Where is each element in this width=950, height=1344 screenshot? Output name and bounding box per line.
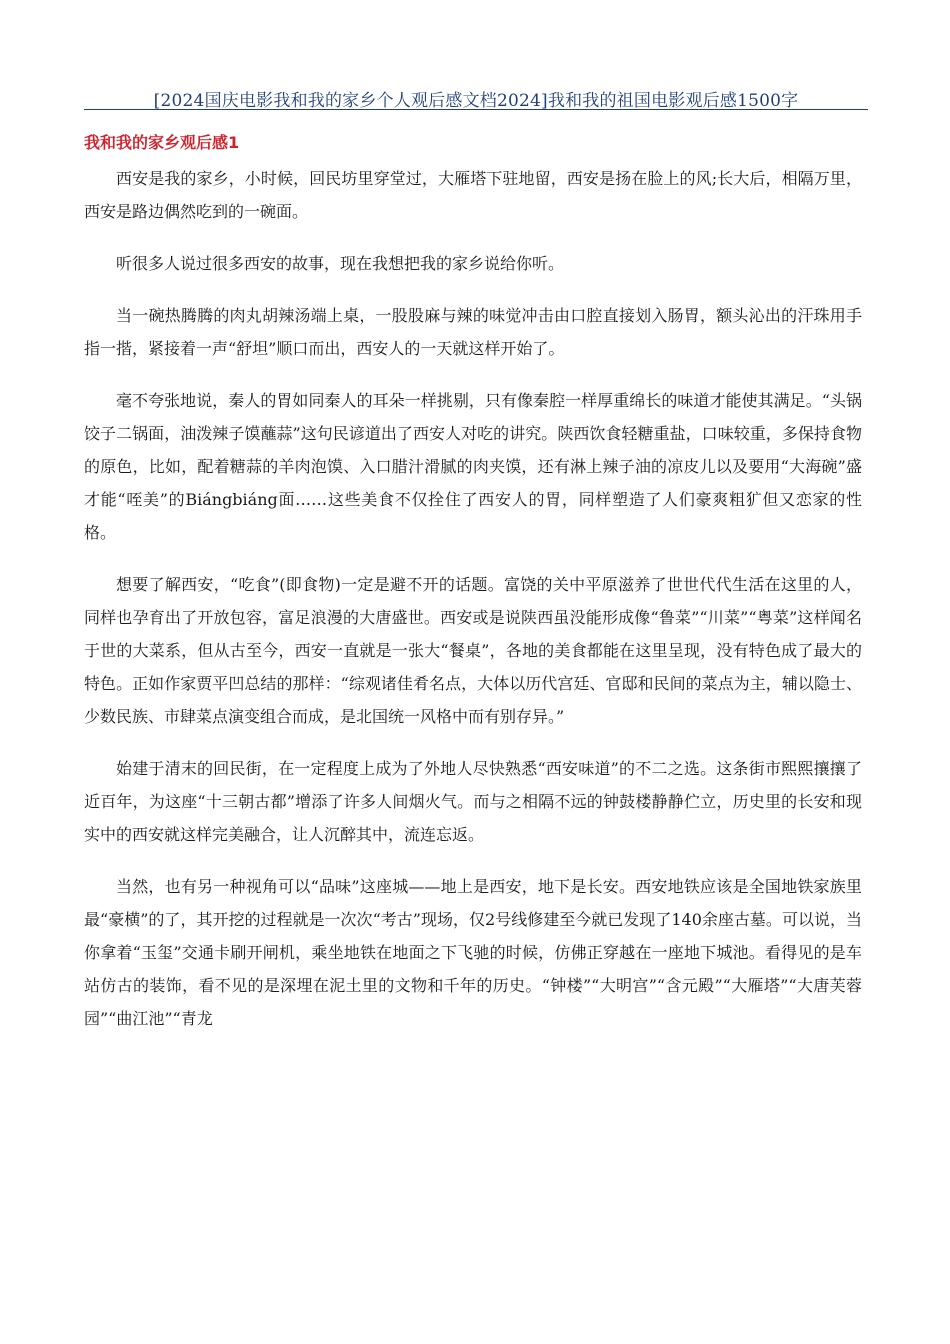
section-title: 我和我的家乡观后感1 bbox=[84, 133, 240, 152]
paragraph: 当然，也有另一种视角可以“品味”这座城——地上是西安，地下是长安。西安地铁应该是全国地铁家族里最“豪横”的了，其开挖的过程就是一次次“考古”现场，仅2号线修建至今就已发现了140余座古墓。可以说，当你拿着“玉玺”交通卡刷开闸机，乘坐地铁在地面之下飞驰的时候，仿佛正穿越在一座地下城池。看得见的是车站仿古的装饰，看不见的是深埋在泥土里的文物和千年的历史。“钟楼”“大明宫”“含元殿”“大雁塔”“大唐芙蓉园”“曲江池”“青龙 bbox=[84, 877, 862, 1028]
paragraph: 当一碗热腾腾的肉丸胡辣汤端上桌，一股股麻与辣的味觉冲击由口腔直接划入肠胃，额头沁出的汗珠用手指一揩，紧接着一声“舒坦”顺口而出，西安人的一天就这样开始了。 bbox=[84, 306, 862, 358]
paragraph: 毫不夸张地说，秦人的胃如同秦人的耳朵一样挑剔，只有像秦腔一样厚重绵长的味道才能使其满足。“头锅饺子二锅面，油泼辣子馍蘸蒜”这句民谚道出了西安人对吃的讲究。陕西饮食轻糖重盐，口味较重，多保持食物的原色，比如，配着糖蒜的羊肉泡馍、入口腊汁滑腻的肉夹馍，还有淋上辣子油的凉皮儿以及要用“大海碗”盛才能“咥美”的Biángbiáng面……这些美食不仅拴住了西安人的胃，同样塑造了人们豪爽粗犷但又恋家的性格。 bbox=[84, 391, 862, 542]
paragraph: 想要了解西安，“吃食”(即食物)一定是避不开的话题。富饶的关中平原滋养了世世代代生活在这里的人，同样也孕育出了开放包容，富足浪漫的大唐盛世。西安或是说陕西虽没能形成像“鲁菜”“川菜”“粤菜”这样闻名于世的大菜系，但从古至今，西安一直就是一张大“餐桌”，各地的美食都能在这里呈现，没有特色成了最大的特色。正如作家贾平凹总结的那样：“综观诸佳肴名点，大体以历代宫廷、官邸和民间的菜点为主，辅以隐士、少数民族、市肆菜点演变组合而成，是北国统一风格中而有别存异。” bbox=[84, 575, 862, 726]
paragraph: 始建于清末的回民街，在一定程度上成为了外地人尽快熟悉“西安味道”的不二之选。这条街市熙熙攘攘了近百年，为这座“十三朝古都”增添了许多人间烟火气。而与之相隔不远的钟鼓楼静静伫立，历史里的长安和现实中的西安就这样完美融合，让人沉醉其中，流连忘返。 bbox=[84, 759, 862, 844]
document-header-title: [2024国庆电影我和我的家乡个人观后感文档2024]我和我的祖国电影观后感1500字 bbox=[153, 91, 799, 111]
article-body bbox=[84, 162, 862, 1054]
paragraph: 听很多人说过很多西安的故事，现在我想把我的家乡说给你听。 bbox=[116, 254, 565, 273]
header-divider bbox=[84, 109, 868, 110]
paragraph: 西安是我的家乡，小时候，回民坊里穿堂过，大雁塔下驻地留，西安是扬在脸上的风;长大后，相隔万里，西安是路边偶然吃到的一碗面。 bbox=[84, 169, 862, 221]
